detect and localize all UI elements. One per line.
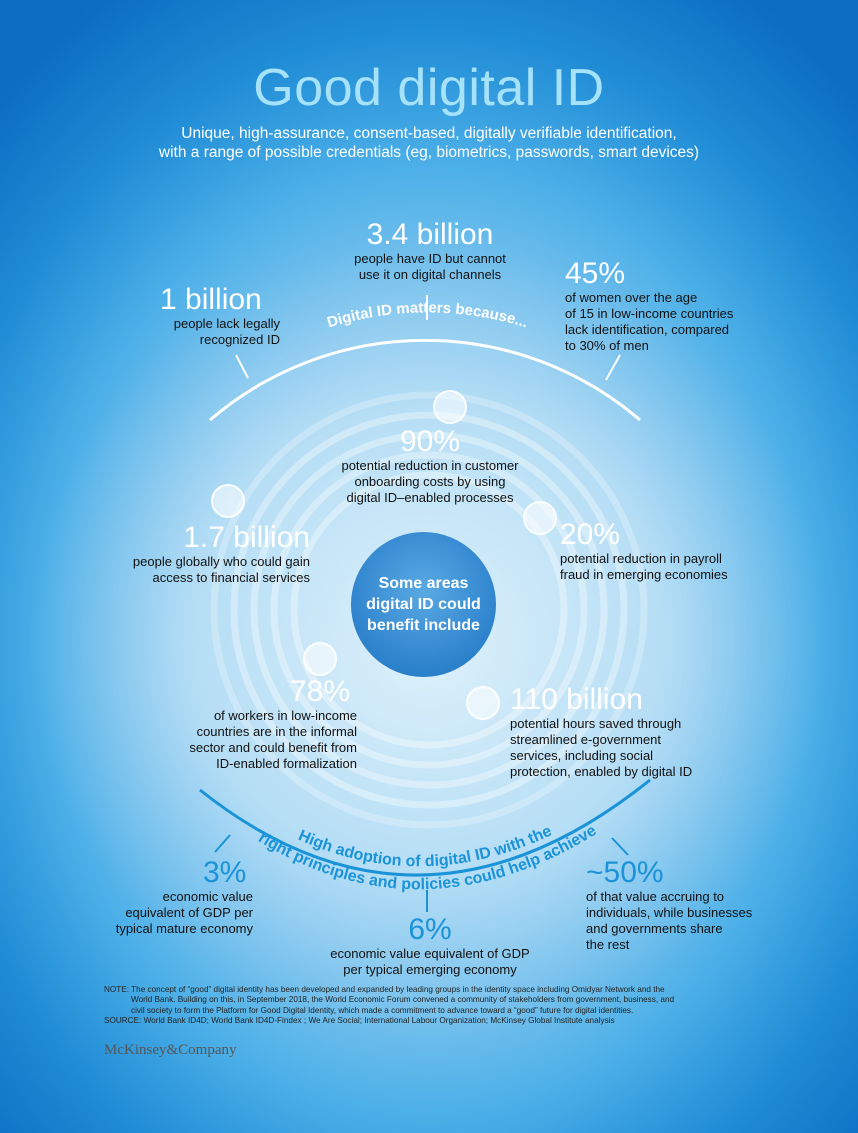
bubble-icon (523, 501, 557, 535)
adoption-3-percent: 3% economic value equivalent of GDP per typical mature economy (115, 856, 253, 936)
adoption-arc-line1: High adoption of digital ID with the (295, 822, 555, 871)
center-circle: Some areas digital ID could benefit include (351, 532, 496, 677)
stat-1-billion: 1 billion people lack legally recognized ID (160, 283, 280, 347)
bubble-icon (433, 390, 467, 424)
brand-logo: McKinsey&Company (104, 1042, 237, 1058)
benefit-110-billion: 110 billion potential hours saved through streamlined e-government services, including social protection, enabled by digital ID (510, 683, 693, 779)
adoption-arc-line2: right principles and policies could help achieve (255, 822, 600, 894)
footnote: NOTE: The concept of “good” digital identity has been developed and expanded by leading groups in the identity space including Omidyar Network and the World Bank. Building on this, in September 2018, the World Economic Forum convened a community of stakeholders from government, business, and civil society to form the Platform for Good Digital Identity, which made a commitment to advance toward a “good” future for digital identities. SOURCE: World Bank ID4D; World Bank ID4D-Findex ; We Are Social; International Labour Organization; McKinsey Global Institute analysis (104, 985, 675, 1025)
bubble-icon (466, 686, 500, 720)
benefit-20-percent: 20% potential reduction in payroll fraud in emerging economies (560, 518, 728, 582)
adoption-50-percent: ~50% of that value accruing to individuals, while businesses and governments share the rest (586, 856, 753, 952)
adoption-6-percent: 6% economic value equivalent of GDP per typical emerging economy (330, 913, 530, 977)
page-title: Good digital ID (253, 59, 605, 117)
benefit-90-percent: 90% potential reduction in customer onboarding costs by using digital ID–enabled processes (341, 425, 519, 505)
bubble-icon (303, 642, 337, 676)
page-subtitle: Unique, high-assurance, consent-based, digitally verifiable identification, with a range of possible credentials (eg, biometrics, passwords, smart devices) (158, 125, 700, 161)
matters-arc-label: Digital ID matters because... (325, 299, 530, 332)
benefit-78-percent: 78% of workers in low-income countries are in the informal sector and could benefit from ID-enabled formalization (189, 675, 357, 771)
stat-45-percent: 45% of women over the age of 15 in low-income countries lack identification, compared to 30% of men (565, 257, 734, 353)
bubble-icon (211, 484, 245, 518)
stat-3-4-billion: 3.4 billion people have ID but cannot use it on digital channels (354, 218, 506, 282)
benefit-1-7-billion: 1.7 billion people globally who could gain access to financial services (132, 521, 310, 585)
